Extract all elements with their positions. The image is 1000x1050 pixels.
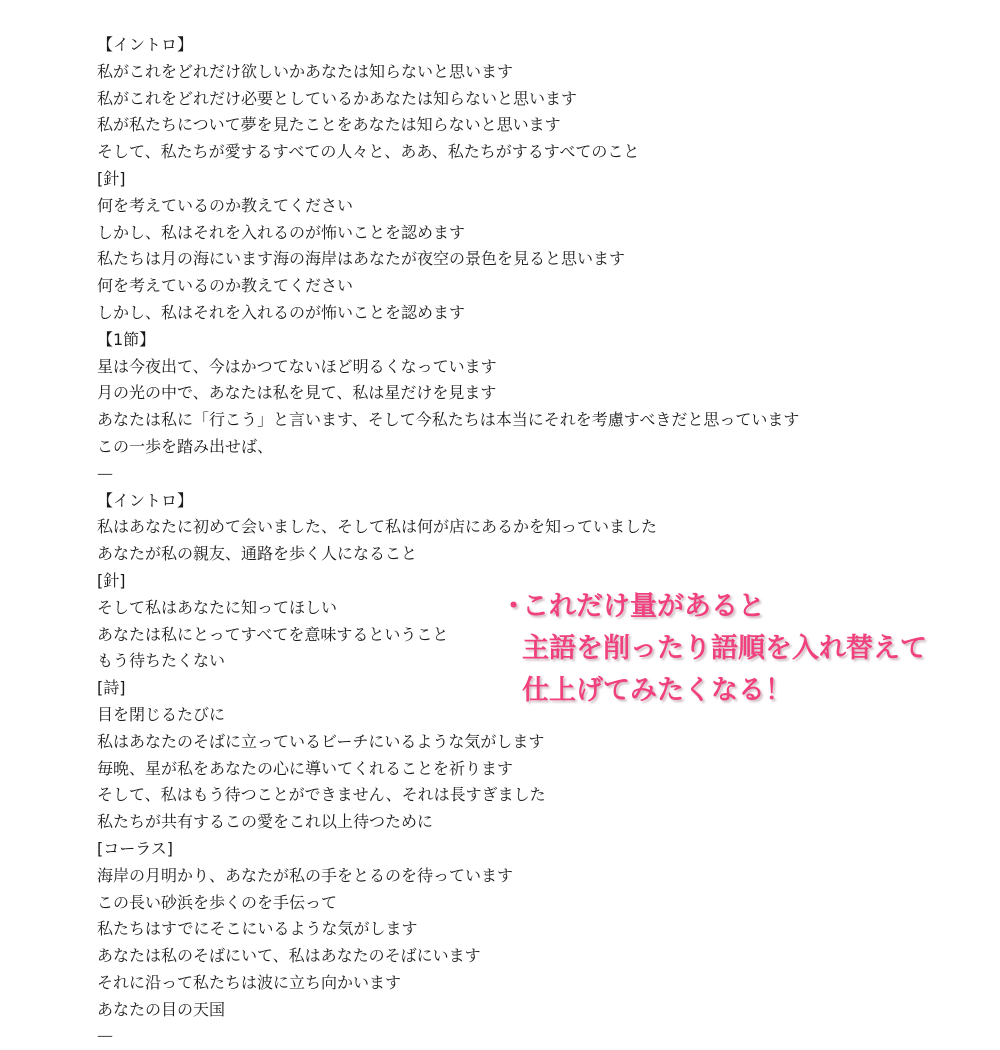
- lyric-line: 私がこれをどれだけ欲しいかあなたは知らないと思います: [97, 61, 514, 81]
- lyric-line: [針]: [97, 168, 126, 188]
- lyric-line: 私がこれをどれだけ必要としているかあなたは知らないと思います: [97, 88, 578, 108]
- annotation-line: 主語を削ったり語順を入れ替えて: [522, 633, 927, 664]
- lyric-line: 私はあなたに初めて会いました、そして私は何が店にあるかを知っていました: [97, 517, 658, 537]
- lyric-line: そして、私たちが愛するすべての人々と、ああ、私たちがするすべてのこと: [97, 142, 640, 162]
- lyric-line: 私が私たちについて夢を見たことをあなたは知らないと思います: [97, 115, 561, 135]
- lyrics-text: [97, 32, 799, 1050]
- lyric-line: 【イントロ】: [97, 35, 194, 54]
- lyric-line: この長い砂浜を歩くのを手伝って: [97, 892, 338, 912]
- lyric-line: [針]: [97, 570, 126, 590]
- lyric-line: 私たちは月の海にいます海の海岸はあなたが夜空の景色を見ると思います: [97, 249, 626, 269]
- section-divider: —: [97, 1026, 113, 1046]
- lyric-line: あなたは私にとってすべてを意味するということ: [97, 624, 449, 644]
- lyric-line: 星は今夜出て、今はかつてないほど明るくなっています: [97, 356, 497, 376]
- lyric-line: しかし、私はそれを入れるのが怖いことを認めます: [97, 222, 466, 242]
- lyric-line: しかし、私はそれを入れるのが怖いことを認めます: [97, 302, 466, 322]
- lyric-line: そして、私はもう待つことができません、それは長すぎました: [97, 785, 546, 805]
- lyric-line: 何を考えているのか教えてください: [97, 276, 354, 296]
- lyric-line: 【イントロ】: [97, 490, 194, 510]
- lyric-line: あなたが私の親友、通路を歩く人になること: [97, 544, 418, 564]
- lyric-line: [詩]: [97, 678, 126, 698]
- section-divider: —: [97, 463, 113, 483]
- lyric-line: もう待ちたくない: [97, 651, 226, 671]
- annotation-callout: [500, 586, 927, 712]
- lyric-line: そして私はあなたに知ってほしい: [97, 597, 338, 617]
- annotation-row: [500, 670, 927, 712]
- lyric-line: それに沿って私たちは波に立ち向かいます: [97, 972, 402, 992]
- lyric-line: 海岸の月明かり、あなたが私の手をとるのを待っています: [97, 865, 514, 885]
- lyric-line: 毎晩、星が私をあなたの心に導いてくれることを祈ります: [97, 758, 514, 778]
- lyric-line: [コーラス]: [97, 838, 174, 858]
- lyric-line: 私たちが共有するこの愛をこれ以上待つために: [97, 812, 434, 832]
- lyric-line: あなたは私のそばにいて、私はあなたのそばにいます: [97, 946, 481, 966]
- annotation-row: [500, 628, 927, 670]
- bullet-point: ・: [500, 591, 527, 622]
- lyric-line: 何を考えているのか教えてください: [97, 195, 354, 215]
- annotation-line: 仕上げてみたくなる！: [522, 675, 792, 706]
- lyric-line: この一歩を踏み出せば、: [97, 436, 274, 456]
- lyric-line: 月の光の中で、あなたは私を見て、私は星だけを見ます: [97, 383, 497, 403]
- lyric-line: 【1節】: [97, 329, 156, 349]
- annotation-row: [500, 586, 927, 628]
- annotation-line: これだけ量があると: [522, 591, 765, 622]
- lyric-line: あなたの目の天国: [97, 999, 226, 1019]
- lyric-line: 私たちはすでにそこにいるような気がします: [97, 919, 418, 939]
- lyric-line: あなたは私に「行こう」と言います、そして今私たちは本当にそれを考慮すべきだと思っています: [97, 410, 800, 430]
- lyric-line: 私はあなたのそばに立っているビーチにいるような気がします: [97, 731, 545, 751]
- lyric-line: 目を閉じるたびに: [97, 704, 226, 724]
